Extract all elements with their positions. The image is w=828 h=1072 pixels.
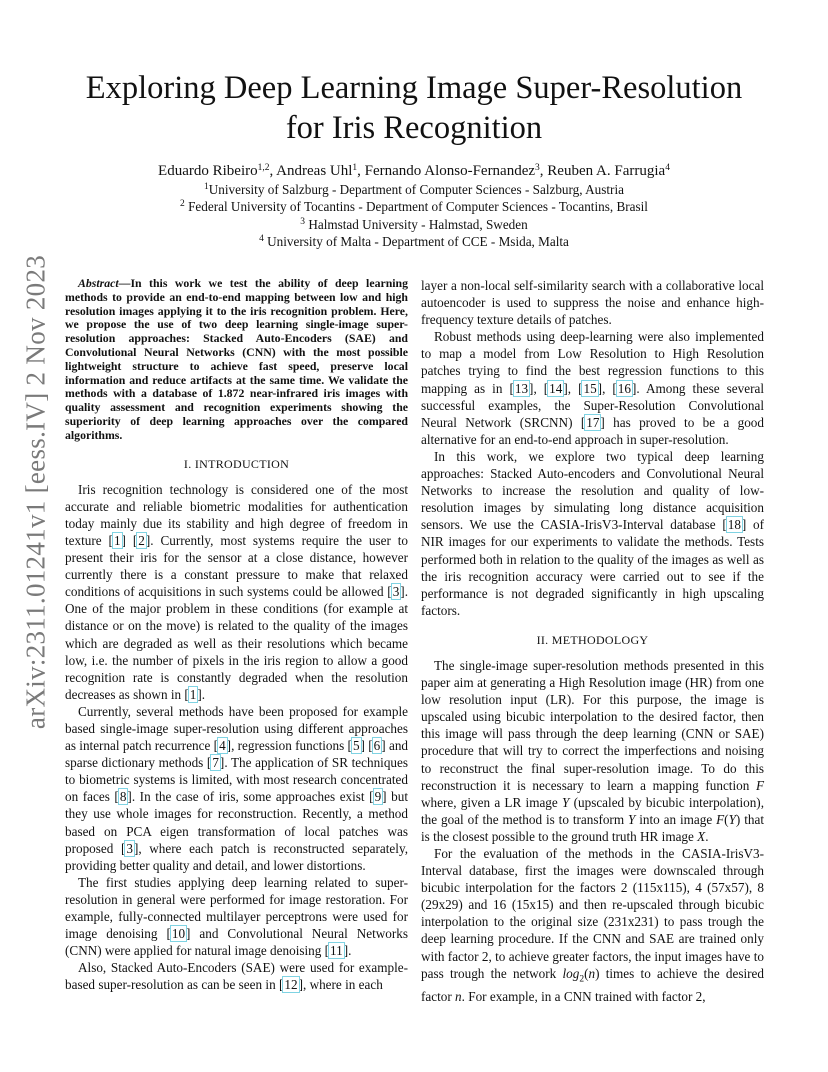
citation-link[interactable]: [5] <box>347 738 365 754</box>
citation-box: 12 <box>284 977 298 993</box>
section-number: II. <box>536 632 552 647</box>
citation-link[interactable]: [14] <box>543 380 568 396</box>
citation-box: 18 <box>727 517 741 533</box>
citation-box: 9 <box>374 789 382 805</box>
citation-box: 14 <box>549 380 563 396</box>
citation-box: 3 <box>392 584 400 600</box>
author-affiliation-mark: 4 <box>665 163 670 173</box>
section-title: METHODOLOGY <box>551 632 649 647</box>
math-symbol: n <box>455 989 462 1005</box>
affiliation-mark: 4 <box>259 233 264 244</box>
citation-link[interactable]: [1] <box>108 532 126 548</box>
citation-link[interactable]: [8] <box>114 789 132 805</box>
math-symbol: X <box>697 828 706 844</box>
citation-box: 2 <box>138 532 145 548</box>
citation-box: 16 <box>617 380 631 396</box>
paragraph: Robust methods using deep-learning were also implemented to map a model from Low Resolution to High Resolution patches trying to find the best regression functions to this mapping as in [13], [14], [15], [16]. Among these several successful examples, the Super-Resolution Convolutional Neural Network (SRCNN) [17] has proved to be a good alternative for an end-to-end approach in super-resolution. <box>421 329 764 447</box>
author-affiliation-mark: 1 <box>352 163 358 173</box>
left-column <box>65 277 408 993</box>
arxiv-stamp-text: arXiv:2311.01241v1 [eess.IV] 2 Nov 2023 <box>20 254 51 730</box>
citation-link[interactable]: [13] <box>509 380 534 396</box>
citation-box: 13 <box>514 380 529 396</box>
title-line-1: Exploring Deep Learning Image Super-Resolution <box>85 70 743 106</box>
author-affiliation-mark: 3 <box>535 163 540 173</box>
affiliation-text: Halmstad University - Halmstad, Sweden <box>305 216 528 232</box>
math-subscript: 2 <box>579 974 585 985</box>
math-symbol: Y <box>562 794 570 810</box>
citation-link[interactable]: [6] <box>368 738 386 754</box>
author-list: Eduardo Ribeiro$^{1,2}$, Andreas Uhl$^1$, Fernando Alonso-Fernandez$^3$, Reuben A. Farrugia$^4$ <box>158 163 670 179</box>
affiliation-line <box>60 233 768 250</box>
citation-link[interactable]: [9] <box>369 789 387 805</box>
affiliation-text: University of Malta - Department of CCE - Msida, Malta <box>263 233 569 249</box>
math-symbol: log <box>562 965 580 981</box>
affiliation-mark: 3 <box>300 216 306 227</box>
affiliation-text: University of Salzburg - Department of Computer Sciences - Salzburg, Austria <box>208 182 624 197</box>
affiliation-line <box>60 198 768 215</box>
abstract-lead: Abstract <box>78 276 119 290</box>
methodology-body <box>421 657 764 1006</box>
introduction-body-continued <box>421 328 764 619</box>
math-symbol: n <box>588 965 596 981</box>
citation-link[interactable]: [1] <box>184 686 202 702</box>
paper-title <box>60 68 768 148</box>
citation-link[interactable]: [3] <box>120 840 139 856</box>
citation-link[interactable]: [12] <box>278 977 303 993</box>
paragraph: Currently, several methods have been proposed for example based single-image super-resolution using different approaches as internal patch recurrence [4], regression functions [5] [6] and sparse dictionary methods [7]. The application of SR techniques to biometric systems is limited, with most research concentrated on faces [8]. In the case of iris, some approaches exist [9] but they use whole images for reconstruction. Recently, a method based on PCA eigen transformation of local patches was proposed [3], where each patch is reconstructed separately, providing better quality and detail, and lower distortions. <box>65 703 409 873</box>
affiliation-list <box>60 181 768 250</box>
math-symbol: Y <box>728 811 736 827</box>
citation-box: 3 <box>126 840 133 856</box>
abstract-text: —In this work we test the ability of deep learning methods to provide an end-to-end mapping between low and high resolution images applying it to the iris recognition problem. Here, we propose the use of two deep learning single-image super-resolution approaches: Stacked Auto-Encoders (SAE) and Convolutional Neural Networks (CNN) with the most possible lightweight structure to achieve fast speed, preserve local information and reduce artifacts at the same time. We validate the methods with a database of 1.872 near-infrared iris images with quality assessment and recognition experiments showing the superiority of deep learning approaches over the compared algorithms. <box>65 276 408 442</box>
author-name: Reuben A. Farrugia <box>547 163 666 179</box>
affiliation-line <box>60 216 768 233</box>
citation-link[interactable]: [16] <box>612 380 637 396</box>
author-name: Eduardo Ribeiro <box>158 163 258 179</box>
affiliation-mark: 2 <box>180 199 185 210</box>
paragraph: In this work, we explore two typical deep learning approaches: Stacked Auto-encoders and Convolutional Neural Networks to increase the resolution and quality of low-resolution images by simulating long distance acquisition sensors. We use the CASIA-IrisV3-Interval database [18] of NIR images for our experiments to validate the methods. Tests performed both in relation to the quality of the images as well as the iris recognition accuracy were carried out to see if the performance is not degraded significantly in high upscaling factors. <box>421 448 764 618</box>
abstract <box>65 277 408 443</box>
citation-box: 7 <box>212 755 219 771</box>
section-title: INTRODUCTION <box>194 456 290 471</box>
paragraph: The single-image super-resolution methods presented in this paper aim at generating a High Resolution image (HR) from one low resolution input (LR). For this purpose, the image is upscaled using bicubic interpolation to the desired factor, then this image will pass through the deep learning (CNN or SAE) procedure that will try to correct the imperfections and noising to reconstruct the final super-resolution image. To do this reconstruction it is necessary to learn a mapping function F where, given a LR image Y (upscaled by bicubic interpolation), the goal of the method is to transform Y into an image F(Y) that is the closest possible to the ground truth HR image X. <box>421 657 764 844</box>
title-line-2: for Iris Recognition <box>285 110 543 146</box>
citation-link[interactable]: [3] <box>387 584 405 600</box>
citation-box: 1 <box>189 686 197 702</box>
section-heading-methodology <box>421 632 764 649</box>
citation-link[interactable]: [15] <box>578 380 603 396</box>
author-name: Andreas Uhl <box>276 163 353 179</box>
paragraph: Also, Stacked Auto-Encoders (SAE) were used for example-based super-resolution as can be seen in [12], where in each <box>65 960 408 993</box>
citation-box: 4 <box>219 738 226 754</box>
citation-box: 1 <box>113 532 121 548</box>
citation-box: 17 <box>586 414 600 430</box>
paragraph: layer a non-local self-similarity search with a collaborative local autoencoder is used to suppress the noise and enhance high-frequency texture details of patches. <box>421 278 764 328</box>
paragraph: Iris recognition technology is considered one of the most accurate and reliable biometric modalities for authentication today mainly due its stability and high degree of freedom in texture [1] [2]. Currently, most systems require the user to present their iris for the sensor at a close distance, however currently there is a constant pressure to make that relaxed conditions of acquisitions in such systems could be allowed [3]. One of the major problem in these conditions (for example at distance or on the move) is related to the quality of the images which are degraded as well as their resolutions which became low, i.e. the number of pixels in the iris region to allow a good recognition rate is constantly degraded when the resolution decreases as shown in [1]. <box>65 481 409 702</box>
citation-box: 6 <box>373 738 381 754</box>
paragraph: For the evaluation of the methods in the CASIA-IrisV3-Interval database, first the images were downscaled through bicubic interpolation for the factors 2 (115x115), 4 (57x57), 8 (29x29) and 16 (15x15) and then re-upscaled through bicubic interpolation to the original size (231x231) to pass trough the deep learning procedure. If the CNN and SAE are trained only with factor 2, to achieve greater factors, the input images have to pass trough the network $\log_2(n)$ times to achieve the desired factor n. For example, in a CNN trained with factor 2, <box>421 846 764 1005</box>
author-name: Fernando Alonso-Fernandez <box>364 163 536 179</box>
citation-link[interactable]: [10] <box>166 926 191 942</box>
citation-box: 5 <box>352 738 360 754</box>
affiliation-line <box>60 181 768 198</box>
citation-link[interactable]: [17] <box>580 414 605 430</box>
paragraph: The first studies applying deep learning related to super-resolution in general were performed for image restoration. For example, fully-connected multilayer perceptrons were used for image denoising [10] and Convolutional Neural Networks (CNN) were applied for natural image denoising [11]. <box>65 874 408 959</box>
math-symbol: F <box>755 777 764 793</box>
section-number: I. <box>183 456 195 471</box>
citation-box: 11 <box>330 943 343 959</box>
introduction-body <box>65 481 408 994</box>
citation-link[interactable]: [18] <box>722 517 747 533</box>
citation-link[interactable]: [2] <box>132 532 151 548</box>
author-affiliation-mark: 1,2 <box>257 163 270 173</box>
right-column <box>421 277 764 1005</box>
citation-box: 15 <box>583 380 597 396</box>
affiliation-text: Federal University of Tocantins - Department of Computer Sciences - Tocantins, Brasil <box>184 199 648 215</box>
citation-box: 10 <box>171 926 186 942</box>
citation-link[interactable]: [7] <box>206 755 225 771</box>
citation-box: 8 <box>119 789 127 805</box>
citation-link[interactable]: [4] <box>213 738 232 754</box>
math-symbol: Y <box>627 811 636 827</box>
right-continuation <box>421 277 764 328</box>
section-heading-introduction <box>65 456 408 473</box>
affiliation-mark: 1 <box>204 182 209 192</box>
math-symbol: F <box>716 811 725 827</box>
citation-link[interactable]: [11] <box>324 943 349 959</box>
